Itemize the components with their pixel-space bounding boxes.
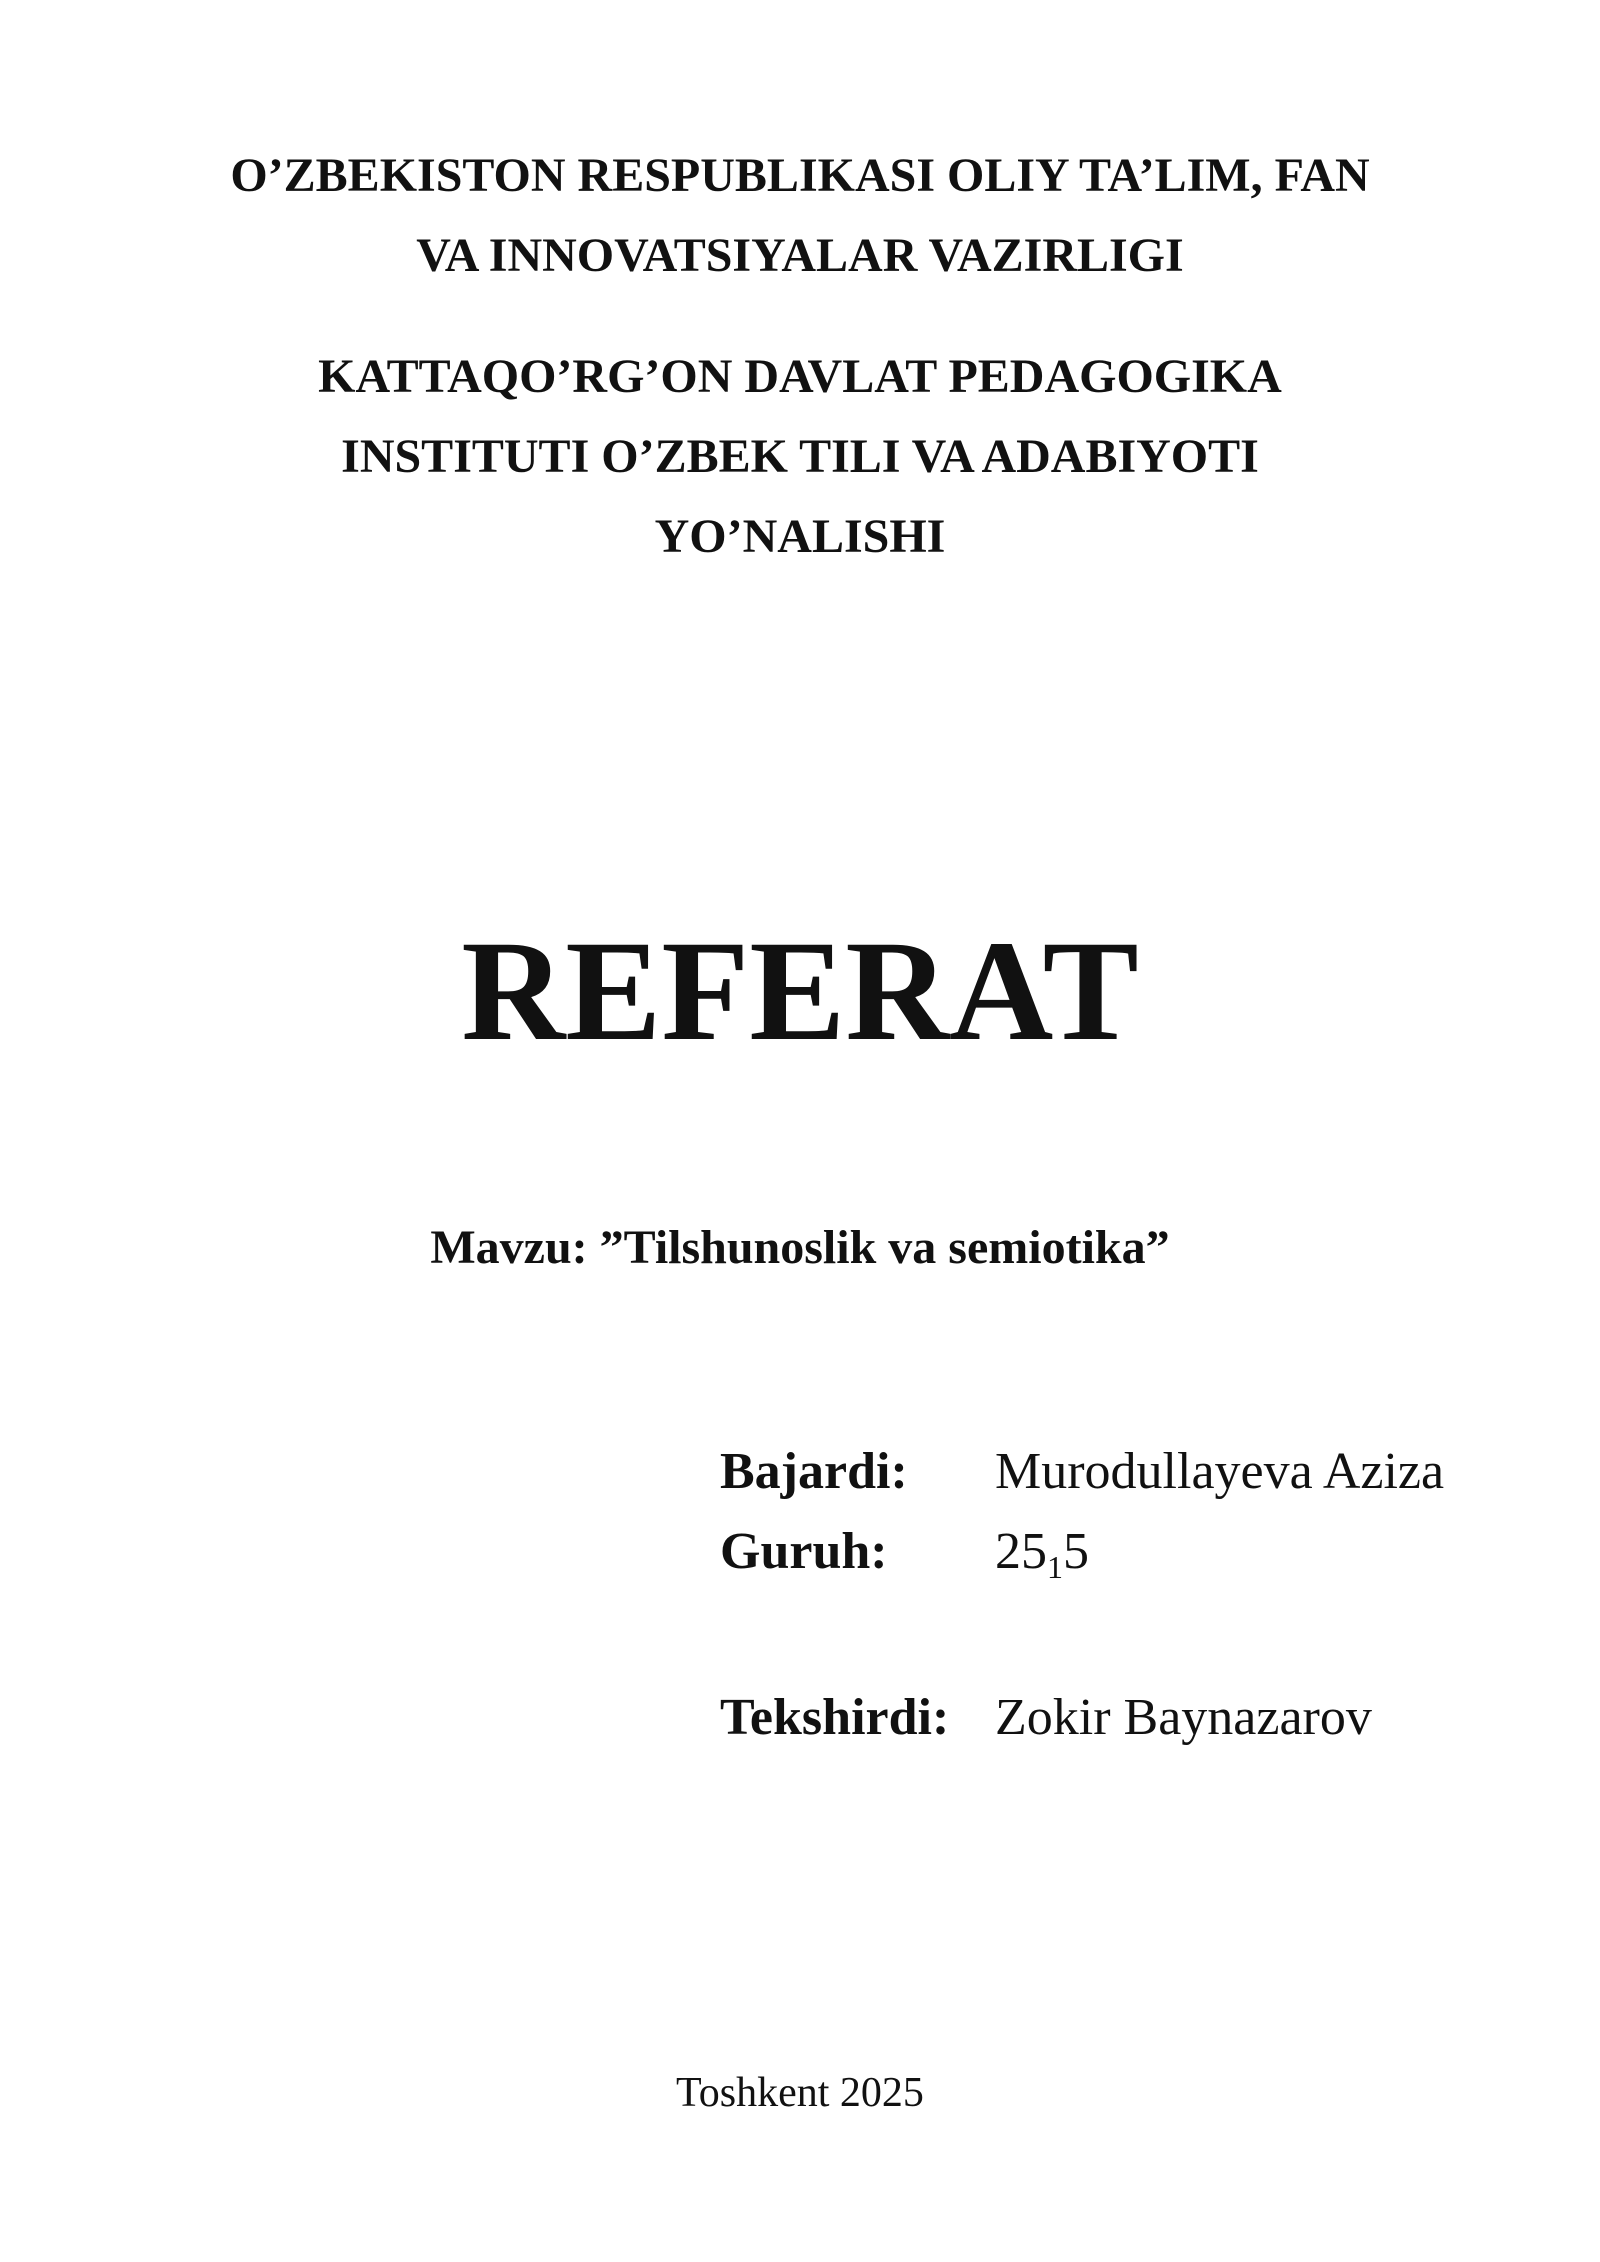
institute-line-1: KATTAQO’RG’ON DAVLAT PEDAGOGIKA <box>318 350 1282 403</box>
institute-line-2: INSTITUTI O’ZBEK TILI VA ADABIYOTI <box>341 430 1259 483</box>
group-value-tail: 5 <box>1063 1523 1089 1580</box>
performed-by-value: Murodullayeva Aziza <box>995 1443 1445 1500</box>
topic-line: Mavzu: ”Tilshunoslik va semiotika” <box>430 1221 1170 1274</box>
group-value <box>995 1523 1089 1585</box>
city-year: Toshkent 2025 <box>676 2070 924 2116</box>
group-label: Guruh: <box>720 1523 888 1580</box>
ministry-line-2: VA INNOVATSIYALAR VAZIRLIGI <box>416 229 1184 282</box>
group-value-subscript: 1 <box>1047 1549 1063 1585</box>
group-value-main: 25 <box>995 1523 1047 1580</box>
checked-by-label: Tekshirdi: <box>720 1689 950 1746</box>
institute-line-3: YO’NALISHI <box>654 510 946 563</box>
performed-by-label: Bajardi: <box>720 1443 908 1500</box>
checked-by-value: Zokir Baynazarov <box>995 1689 1372 1746</box>
document-title: REFERAT <box>461 912 1139 1071</box>
ministry-line-1: O’ZBEKISTON RESPUBLIKASI OLIY TA’LIM, FAN <box>230 149 1370 202</box>
